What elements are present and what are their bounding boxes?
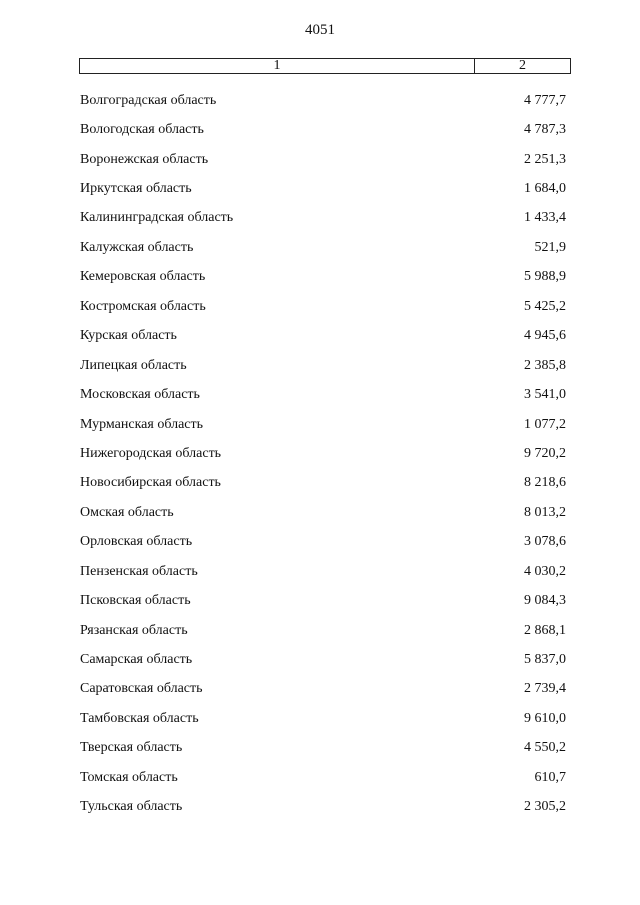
table-row [80,557,566,586]
region-name: Мурманская область [80,416,204,432]
region-name: Иркутская область [80,181,192,197]
region-value: 521,9 [534,239,566,255]
region-value: 3 078,6 [524,534,566,550]
column-header-1: 1 [80,59,475,73]
table-row [80,469,566,498]
table-row [80,734,566,763]
region-value: 1 077,2 [524,416,566,432]
region-name: Волгоградская область [80,92,217,108]
table-row [80,498,566,527]
region-value: 9 610,0 [524,710,566,726]
region-name: Омская область [80,504,174,520]
region-name: Тульская область [80,799,183,815]
table-row [80,645,566,674]
region-name: Вологодская область [80,122,204,138]
table-row [80,263,566,292]
region-name: Псковская область [80,593,191,609]
table-row [80,675,566,704]
region-value: 1 684,0 [524,181,566,197]
region-name: Тверская область [80,740,183,756]
region-value: 4 787,3 [524,122,566,138]
page-number: 4051 [305,22,335,38]
table-row [80,616,566,645]
region-name: Самарская область [80,652,193,668]
table-row [80,793,566,822]
region-value: 5 837,0 [524,652,566,668]
region-name: Кемеровская область [80,269,206,285]
region-name: Новосибирская область [80,475,221,491]
region-value: 4 777,7 [524,92,566,108]
region-value: 2 868,1 [524,622,566,638]
region-name: Тамбовская область [80,710,199,726]
table-row [80,586,566,615]
region-name: Костромская область [80,298,206,314]
column-header-2: 2 [519,58,526,73]
region-value: 9 084,3 [524,593,566,609]
region-value: 9 720,2 [524,445,566,461]
region-value: 8 218,6 [524,475,566,491]
region-name: Нижегородская область [80,445,222,461]
region-name: Томская область [80,769,178,785]
region-name: Московская область [80,387,200,403]
table-row [80,204,566,233]
region-value: 5 425,2 [524,298,566,314]
region-name: Воронежская область [80,151,209,167]
region-name: Калужская область [80,239,194,255]
table-row [80,86,566,115]
table-row [80,115,566,144]
region-name: Липецкая область [80,357,187,373]
region-name: Орловская область [80,534,193,550]
region-value: 4 550,2 [524,740,566,756]
region-value: 610,7 [534,769,566,785]
region-value: 4 030,2 [524,563,566,579]
table-row [80,439,566,468]
table-row [80,704,566,733]
table-row [80,380,566,409]
table-row [80,410,566,439]
region-name: Пензенская область [80,563,198,579]
table-body [80,86,566,822]
region-value: 5 988,9 [524,269,566,285]
region-value: 2 251,3 [524,151,566,167]
region-name: Курская область [80,328,177,344]
table-row [80,292,566,321]
region-value: 3 541,0 [524,387,566,403]
table-row [80,145,566,174]
table-row [80,233,566,262]
table-row [80,763,566,792]
region-value: 8 013,2 [524,504,566,520]
region-value: 2 739,4 [524,681,566,697]
table-row [80,351,566,380]
region-value: 2 305,2 [524,799,566,815]
table-header [79,58,571,74]
region-name: Саратовская область [80,681,203,697]
region-name: Рязанская область [80,622,188,638]
region-value: 2 385,8 [524,357,566,373]
region-value: 1 433,4 [524,210,566,226]
table-row [80,528,566,557]
region-name: Калининградская область [80,210,234,226]
table-row [80,174,566,203]
table-row [80,322,566,351]
region-value: 4 945,6 [524,328,566,344]
